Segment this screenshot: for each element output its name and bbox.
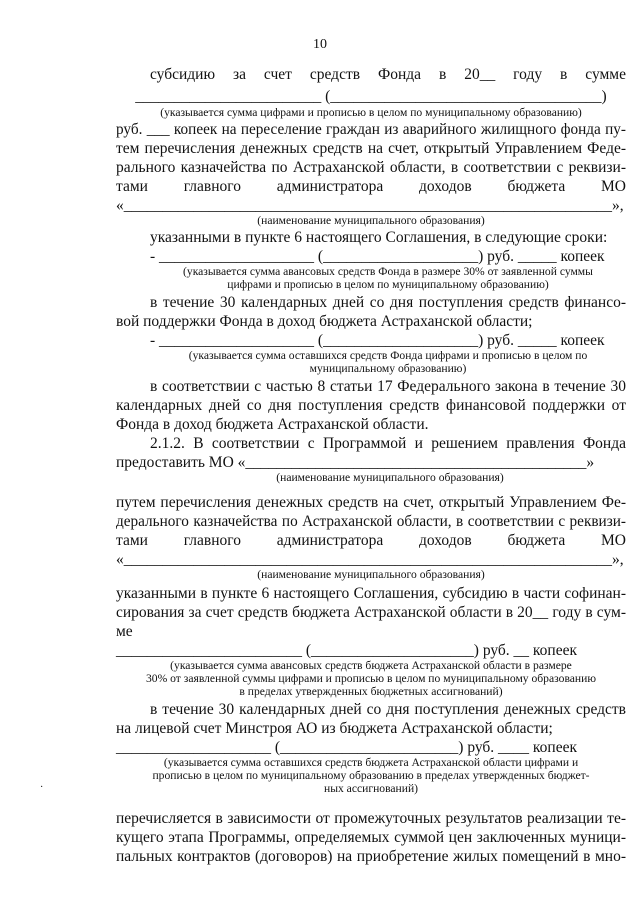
- caption-line: (наименование муниципального образования): [276, 471, 504, 484]
- text-line: календарных дней со дня поступления средств финансовой поддержки от: [116, 397, 626, 414]
- text-line: путем перечисления денежных средств на счет, открытый Управлением Фе-: [116, 494, 626, 511]
- text-line: субсидию за счет средств Фонда в 20__ году в сумме: [150, 66, 626, 83]
- caption-line: (указывается сумма авансовых средств Фонда в размере 30% от заявленной суммы: [183, 265, 593, 278]
- text-line: вой поддержки Фонда в доход бюджета Астраханской области;: [116, 313, 533, 330]
- caption-line: муниципальному образованию): [309, 362, 467, 375]
- caption-line: (указывается сумма оставшихся средств Фонда цифрами и прописью в целом по: [188, 349, 588, 362]
- text-line: «_______________________________________________________________»,: [116, 197, 624, 214]
- caption-line: (указывается сумма оставшихся средств бюджета Астраханской области цифрами и: [163, 756, 579, 769]
- text-line: рального казначейства по Астраханской области, в соответствии с реквизи-: [116, 159, 626, 176]
- caption-line: 30% от заявленной суммы цифрами и прописью в целом по муниципальному образованию: [146, 672, 596, 685]
- text-line: указанными в пункте 6 настоящего Соглашения, в следующие сроки:: [150, 229, 608, 246]
- text-line: в течение 30 календарных дней со дня поступления денежных средств: [150, 701, 626, 718]
- text-line: указанными в пункте 6 настоящего Соглашения, субсидию в части софинан-: [116, 585, 626, 602]
- text-line: ме: [116, 623, 133, 640]
- text-line: на лицевой счет Минстроя АО из бюджета Астраханской области;: [116, 720, 553, 737]
- text-line: тами главного администратора доходов бюджета МО: [116, 178, 626, 195]
- text-line: - ____________________ (____________________) руб. _____ копеек: [150, 248, 605, 265]
- text-line: перечисляется в зависимости от промежуточных результатов реализации те-: [116, 810, 626, 827]
- caption-line: цифрами и прописью в целом по муниципальному образованию): [227, 278, 549, 291]
- text-line: ________________________ (___________________________________): [135, 88, 607, 105]
- page-number: 10: [313, 37, 327, 52]
- caption-line: (наименование муниципального образования): [257, 568, 485, 581]
- text-line: пальных контрактов (договоров) на приобретение жилых помещений в мно-: [116, 848, 626, 865]
- text-line: в соответствии с частью 8 статьи 17 Федерального закона в течение 30: [150, 378, 626, 395]
- text-line: кущего этапа Программы, определяемых суммой цен заключенных муници-: [116, 829, 626, 846]
- text-line: руб. ___ копеек на переселение граждан из аварийного жилищного фонда пу-: [116, 121, 626, 138]
- text-line: Фонда в доход бюджета Астраханской области.: [116, 416, 429, 433]
- scan-speck: ·: [40, 782, 44, 793]
- text-line: «_______________________________________________________________»,: [116, 551, 624, 568]
- text-line: ________________________ (_____________________) руб. __ копеек: [116, 642, 578, 659]
- text-line: сирования за счет средств бюджета Астраханской области в 20__ году в сум-: [116, 604, 626, 621]
- text-line: 2.1.2. В соответствии с Программой и решением правления Фонда: [150, 435, 626, 452]
- text-line: дерального казначейства по Астраханской области, в соответствии с реквизи-: [116, 513, 626, 530]
- caption-line: (наименование муниципального образования): [257, 214, 485, 227]
- text-line: тами главного администратора доходов бюджета МО: [116, 532, 626, 549]
- caption-line: в пределах утвержденных бюджетных ассигнований): [239, 685, 503, 698]
- text-line: предоставить МО «____________________________________________»: [116, 454, 595, 471]
- caption-line: прописью в целом по муниципальному образованию в пределах утвержденных бюджет-: [152, 769, 590, 782]
- caption-line: (указывается сумма авансовых средств бюджета Астраханской области в размере: [170, 659, 572, 672]
- caption-line: (указывается сумма цифрами и прописью в целом по муниципальному образованию): [160, 106, 582, 119]
- text-line: в течение 30 календарных дней со дня поступления средств финансо-: [150, 294, 626, 311]
- text-line: тем перечисления денежных средств на счет, открытый Управлением Феде-: [116, 140, 626, 157]
- text-line: ____________________ (_______________________) руб. ____ копеек: [116, 739, 578, 756]
- text-line: - ____________________ (____________________) руб. _____ копеек: [150, 332, 605, 349]
- caption-line: ных ассигнований): [323, 782, 419, 795]
